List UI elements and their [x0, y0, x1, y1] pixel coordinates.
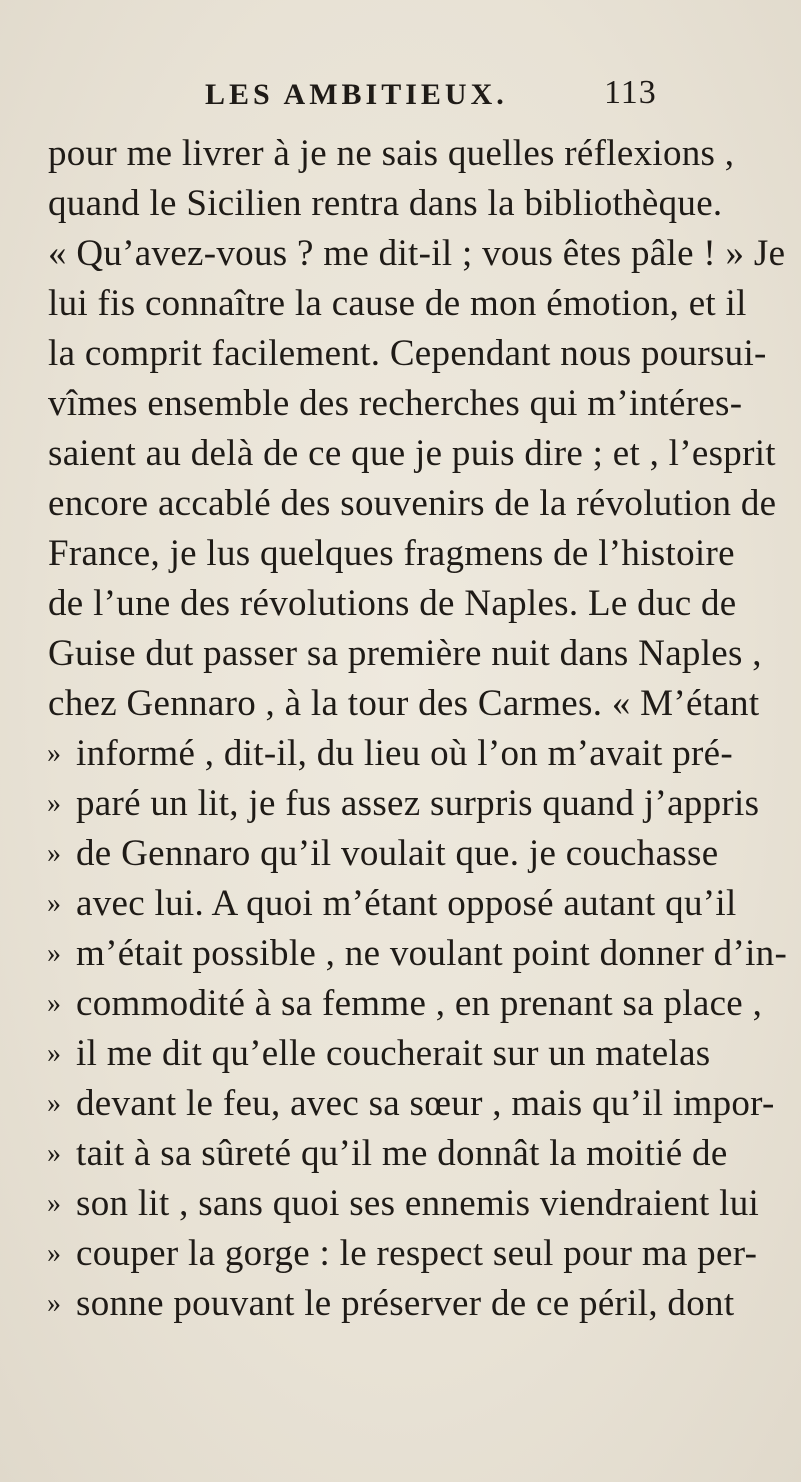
text-line: de l’une des révolutions de Naples. Le duc de — [48, 583, 737, 624]
text-line: il me dit qu’elle coucherait sur un matelas — [76, 1033, 711, 1074]
text-line: sonne pouvant le préserver de ce péril, dont — [76, 1283, 735, 1324]
text-line: chez Gennaro , à la tour des Carmes. « M’étant — [48, 683, 760, 724]
text-line: la comprit facilement. Cependant nous poursui- — [48, 333, 767, 374]
text-line: tait à sa sûreté qu’il me donnât la moitié de — [76, 1133, 728, 1174]
continuation-quote: » — [47, 1138, 61, 1169]
continuation-quote: » — [47, 888, 61, 919]
continuation-quote: » — [47, 1038, 61, 1069]
text-line: commodité à sa femme , en prenant sa place , — [76, 983, 763, 1024]
text-line: de Gennaro qu’il voulait que. je couchasse — [76, 833, 719, 874]
text-line: saient au delà de ce que je puis dire ; et , l’esprit — [48, 433, 776, 474]
continuation-quote: » — [47, 838, 61, 869]
text-line: lui fis connaître la cause de mon émotion, et il — [48, 283, 747, 324]
text-line: informé , dit-il, du lieu où l’on m’avait pré- — [76, 733, 734, 774]
continuation-quote: » — [47, 788, 61, 819]
text-line: quand le Sicilien rentra dans la bibliothèque. — [48, 183, 723, 224]
text-line: encore accablé des souvenirs de la révolution de — [48, 483, 777, 524]
text-line: Guise dut passer sa première nuit dans Naples , — [48, 633, 762, 674]
continuation-quote: » — [47, 1288, 61, 1319]
text-line: « Qu’avez-vous ? me dit-il ; vous êtes pâle ! » Je — [48, 233, 786, 274]
continuation-quote: » — [47, 1088, 61, 1119]
continuation-quote: » — [47, 1238, 61, 1269]
text-line: avec lui. A quoi m’étant opposé autant qu’il — [76, 883, 737, 924]
page-header — [0, 74, 801, 122]
continuation-quote: » — [47, 988, 61, 1019]
text-line: vîmes ensemble des recherches qui m’intéres- — [48, 383, 743, 424]
text-line: devant le feu, avec sa sœur , mais qu’il impor- — [76, 1083, 775, 1124]
text-line: paré un lit, je fus assez surpris quand j’appris — [76, 783, 760, 824]
text-line: son lit , sans quoi ses ennemis viendraient lui — [76, 1183, 760, 1224]
running-title: LES AMBITIEUX. — [205, 78, 508, 111]
text-line: pour me livrer à je ne sais quelles réflexions , — [48, 133, 735, 174]
continuation-quote: » — [47, 1188, 61, 1219]
continuation-quote: » — [47, 938, 61, 969]
text-line: couper la gorge : le respect seul pour ma per- — [76, 1233, 758, 1274]
text-line: m’était possible , ne voulant point donner d’in- — [76, 933, 788, 974]
text-line: France, je lus quelques fragmens de l’histoire — [48, 533, 735, 574]
continuation-quote: » — [47, 738, 61, 769]
page-number: 113 — [604, 74, 657, 111]
